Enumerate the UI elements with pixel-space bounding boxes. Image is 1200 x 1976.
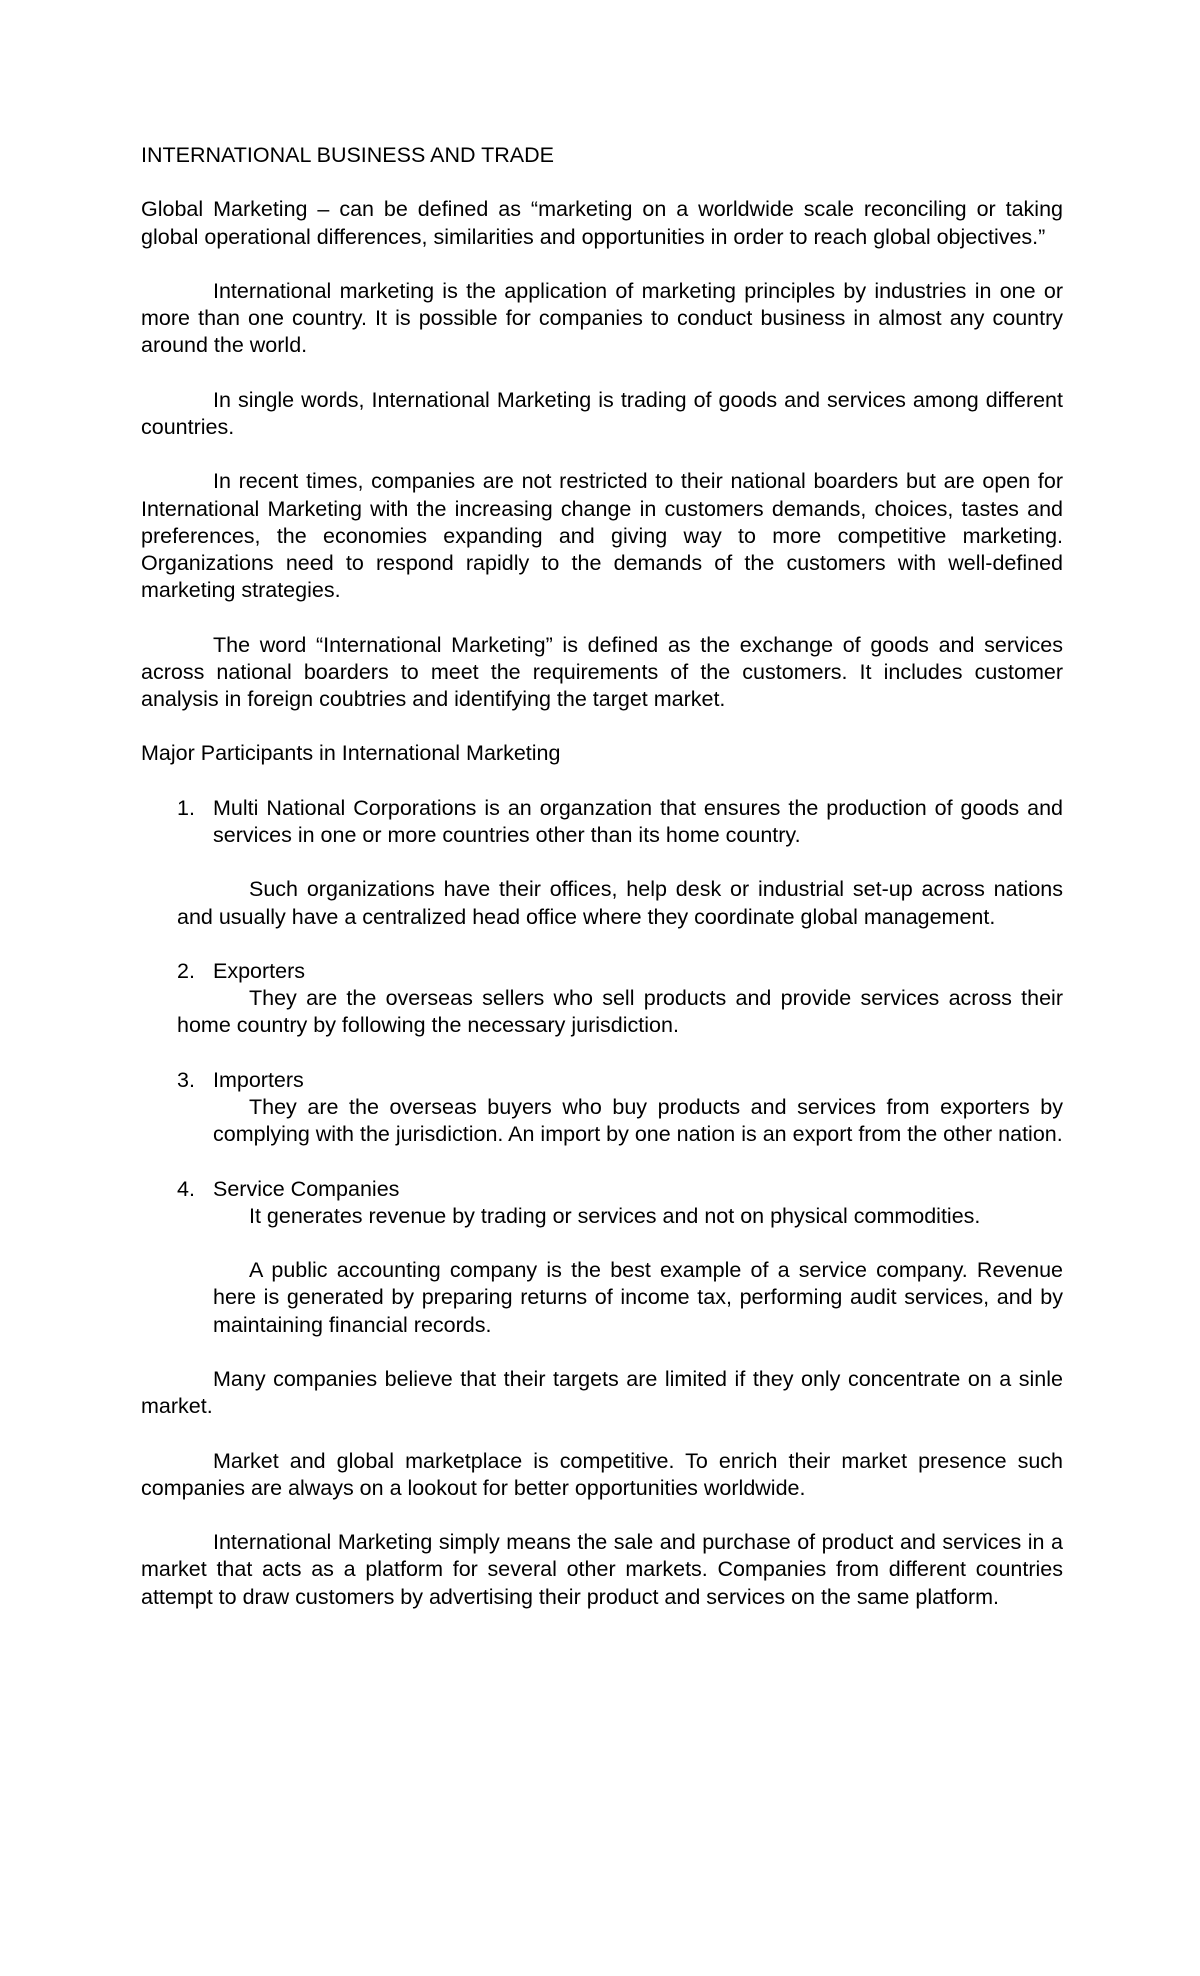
section-heading: Major Participants in International Marketing bbox=[141, 741, 561, 766]
paragraph-global-marketing: Global Marketing – can be defined as “marketing on a worldwide scale reconciling or taking global operational differences, similarities and opportunities in order to reach global objectives.” bbox=[141, 197, 1063, 249]
list-item-text: Multi National Corporations is an organzation that ensures the production of goods and services in one or more countries other than its home country. bbox=[213, 795, 1063, 847]
list-item-2 bbox=[141, 958, 1063, 985]
list-number: 1. bbox=[177, 795, 195, 820]
list-item-subtext: They are the overseas sellers who sell products and provide services across their home country by following the necessary jurisdiction. bbox=[177, 986, 1063, 1038]
list-item-4 bbox=[141, 1176, 1063, 1339]
list-item-subtext: It generates revenue by trading or services and not on physical commodities. bbox=[249, 1203, 981, 1228]
paragraph-definition: The word “International Marketing” is defined as the exchange of goods and services across national boarders to meet the requirements of the customers. It includes customer analysis in foreign coubtries and identifying the target market. bbox=[141, 632, 1063, 711]
list-number: 2. bbox=[177, 958, 195, 983]
paragraph-single-words: In single words, International Marketing is trading of goods and services among different countries. bbox=[141, 387, 1063, 439]
paragraph-closing-2: Market and global marketplace is competitive. To enrich their market presence such companies are always on a lookout for better opportunities worldwide. bbox=[141, 1448, 1063, 1500]
list-item-heading: Importers bbox=[213, 1067, 304, 1092]
paragraph-closing-3: International Marketing simply means the sale and purchase of product and services in a market that acts as a platform for several other markets. Companies from different countries attempt to draw customers by advertising their product and services on the same platform. bbox=[141, 1530, 1063, 1609]
list-item-subtext: They are the overseas buyers who buy products and services from exporters by complying with the jurisdiction. An import by one nation is an export from the other nation. bbox=[213, 1094, 1063, 1147]
list-item-subtext-2: A public accounting company is the best example of a service company. Revenue here is generated by preparing returns of income tax, performing audit services, and by maintaining financial records. bbox=[213, 1258, 1063, 1337]
list-item-1 bbox=[141, 795, 1063, 849]
paragraph-closing-1: Many companies believe that their targets are limited if they only concentrate on a sinle market. bbox=[141, 1366, 1063, 1419]
list-item-1-sub bbox=[141, 876, 1063, 930]
list-item-2-sub bbox=[141, 985, 1063, 1039]
document-title: INTERNATIONAL BUSINESS AND TRADE bbox=[141, 143, 554, 167]
paragraph-international-marketing: International marketing is the application of marketing principles by industries in one or more than one country. It is possible for companies to conduct business in almost any country around the world. bbox=[141, 278, 1063, 358]
list-item-heading: Exporters bbox=[213, 958, 306, 983]
list-item-heading: Service Companies bbox=[213, 1176, 400, 1201]
list-item-subtext: Such organizations have their offices, help desk or industrial set-up across nations and usually have a centralized head office where they coordinate global management. bbox=[177, 877, 1063, 929]
list-number: 3. bbox=[177, 1067, 195, 1092]
list-item-3 bbox=[141, 1067, 1063, 1149]
paragraph-recent-times: In recent times, companies are not restricted to their national boarders but are open for International Marketing with the increasing change in customers demands, choices, tastes and preferences, the economies expanding and giving way to more competitive marketing. Organizations need to respond rapidly to the demands of the customers with well-defined marketing strategies. bbox=[141, 469, 1063, 603]
list-number: 4. bbox=[177, 1176, 195, 1201]
document-page bbox=[141, 142, 1063, 1611]
